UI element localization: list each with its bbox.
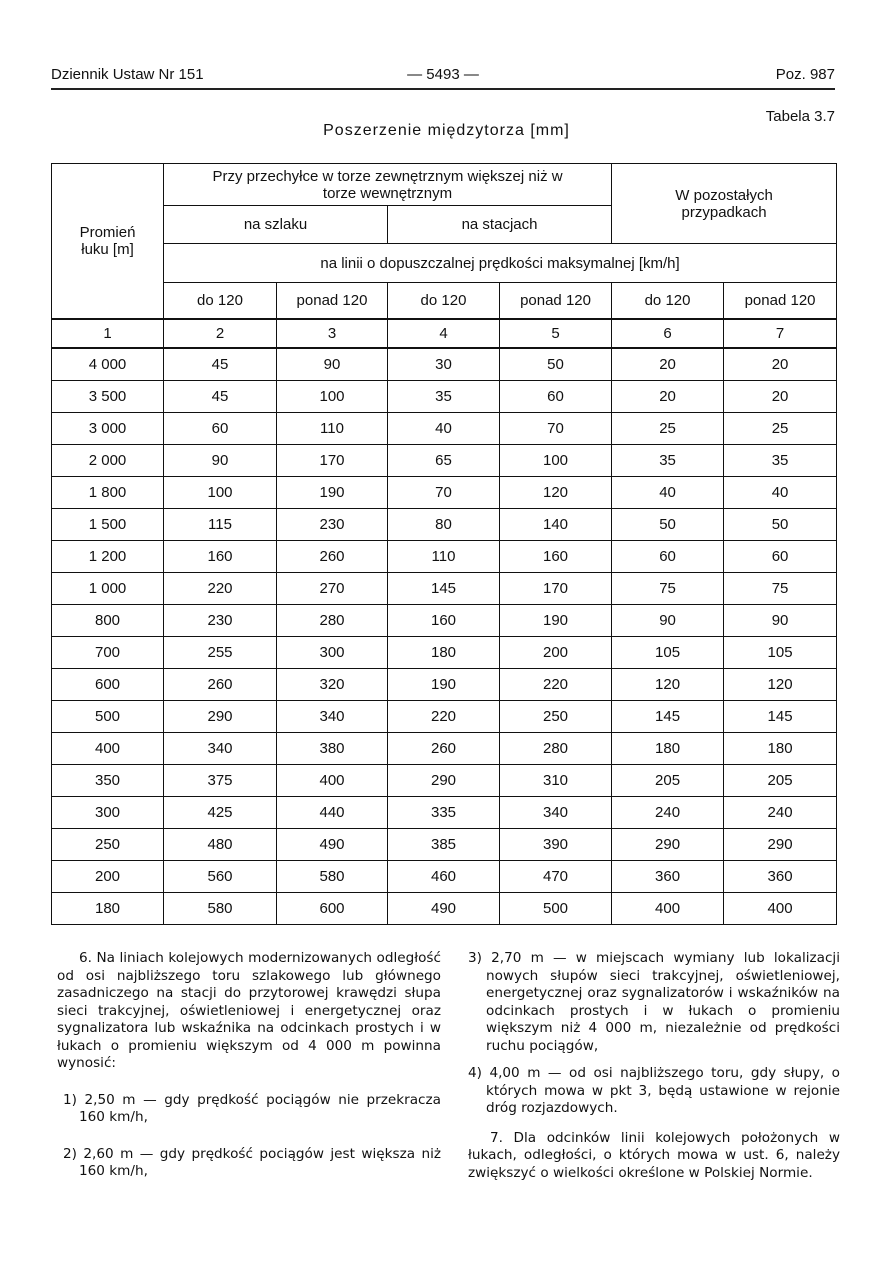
radius-cell: 700 [52,637,164,669]
list-item-2: 2) 2,60 m — gdy prędkość pociągów jest większa niż 160 km/h, [63,1145,441,1179]
table-row [52,348,837,381]
value-cell: 145 [612,701,724,733]
value-cell: 35 [388,381,500,413]
table-row [52,765,837,797]
value-cell: 290 [388,765,500,797]
value-cell: 290 [164,701,277,733]
col-number: 3 [277,319,388,348]
table-row [52,605,837,637]
value-cell: 340 [500,797,612,829]
header-radius: Promień łuku [m] [52,164,164,320]
col-number: 5 [500,319,612,348]
value-cell: 100 [500,445,612,477]
value-cell: 320 [277,669,388,701]
speed-col-5: ponad 120 [500,283,612,320]
value-cell: 580 [277,861,388,893]
list-item-3: 3) 2,70 m — w miejscach wymiany lub lokalizacji nowych słupów sieci trakcyjnej, oświetleniowej, energetycznej oraz sygnalizatorów i wskaźników na odcinkach prostych i w łukach o promieniu większym niż 4 000 m, niezależnie od prędkości ruchu pociągów, [468,950,840,1054]
value-cell: 105 [724,637,837,669]
value-cell: 280 [500,733,612,765]
radius-cell: 4 000 [52,348,164,381]
radius-cell: 350 [52,765,164,797]
table-row [52,733,837,765]
value-cell: 260 [277,541,388,573]
value-cell: 65 [388,445,500,477]
col-number: 4 [388,319,500,348]
value-cell: 170 [500,573,612,605]
value-cell: 180 [612,733,724,765]
value-cell: 390 [500,829,612,861]
header-cant-group: Przy przechyłce w torze zewnętrznym większej niż w torze wewnętrznym [164,164,612,206]
table-row [52,477,837,509]
value-cell: 100 [277,381,388,413]
value-cell: 70 [500,413,612,445]
table-row [52,509,837,541]
speed-col-7: ponad 120 [724,283,837,320]
value-cell: 100 [164,477,277,509]
col-number: 2 [164,319,277,348]
value-cell: 20 [612,348,724,381]
value-cell: 20 [724,381,837,413]
table-row [52,829,837,861]
radius-cell: 500 [52,701,164,733]
col-number: 6 [612,319,724,348]
radius-cell: 1 000 [52,573,164,605]
value-cell: 250 [500,701,612,733]
value-cell: 230 [277,509,388,541]
value-cell: 375 [164,765,277,797]
value-cell: 180 [388,637,500,669]
value-cell: 385 [388,829,500,861]
speed-col-4: do 120 [388,283,500,320]
value-cell: 460 [388,861,500,893]
value-cell: 160 [388,605,500,637]
value-cell: 290 [724,829,837,861]
radius-cell: 1 200 [52,541,164,573]
page-number: — 5493 — [407,66,479,83]
table-row [52,541,837,573]
value-cell: 470 [500,861,612,893]
paragraph-7: 7. Dla odcinków linii kolejowych położonych w łukach, odległości, o których mowa w ust. 6, należy zwiększyć o wielkości określone w Polskiej Normie. [468,1129,840,1181]
header-divider [51,88,835,90]
value-cell: 400 [612,893,724,925]
value-cell: 260 [164,669,277,701]
table-row [52,861,837,893]
value-cell: 60 [164,413,277,445]
radius-cell: 600 [52,669,164,701]
col-number: 1 [52,319,164,348]
value-cell: 240 [724,797,837,829]
value-cell: 200 [500,637,612,669]
value-cell: 205 [612,765,724,797]
header-other-cases: W pozostałych przypadkach [612,164,837,244]
track-spacing-table [51,163,837,925]
value-cell: 90 [277,348,388,381]
value-cell: 490 [388,893,500,925]
radius-cell: 200 [52,861,164,893]
value-cell: 400 [724,893,837,925]
value-cell: 255 [164,637,277,669]
radius-cell: 400 [52,733,164,765]
value-cell: 140 [500,509,612,541]
value-cell: 205 [724,765,837,797]
value-cell: 25 [724,413,837,445]
radius-cell: 3 500 [52,381,164,413]
value-cell: 90 [612,605,724,637]
value-cell: 220 [164,573,277,605]
value-cell: 425 [164,797,277,829]
value-cell: 190 [500,605,612,637]
table-row [52,573,837,605]
value-cell: 600 [277,893,388,925]
value-cell: 260 [388,733,500,765]
value-cell: 50 [724,509,837,541]
value-cell: 145 [388,573,500,605]
radius-cell: 180 [52,893,164,925]
value-cell: 120 [500,477,612,509]
header-speed: na linii o dopuszczalnej prędkości maksymalnej [km/h] [164,244,837,283]
table-row [52,701,837,733]
page-header [51,66,835,86]
value-cell: 440 [277,797,388,829]
value-cell: 580 [164,893,277,925]
value-cell: 25 [612,413,724,445]
value-cell: 40 [612,477,724,509]
value-cell: 360 [612,861,724,893]
value-cell: 80 [388,509,500,541]
value-cell: 115 [164,509,277,541]
column-number-row [52,319,837,348]
value-cell: 50 [612,509,724,541]
table-row [52,669,837,701]
value-cell: 30 [388,348,500,381]
value-cell: 105 [612,637,724,669]
value-cell: 300 [277,637,388,669]
value-cell: 40 [724,477,837,509]
table-row [52,445,837,477]
radius-cell: 300 [52,797,164,829]
value-cell: 120 [724,669,837,701]
value-cell: 20 [724,348,837,381]
value-cell: 190 [277,477,388,509]
right-column [468,950,840,1182]
speed-col-6: do 120 [612,283,724,320]
value-cell: 145 [724,701,837,733]
value-cell: 220 [388,701,500,733]
list-item-4: 4) 4,00 m — od osi najbliższego toru, gdy słupy, o których mowa w pkt 3, będą ustawione w rejonie dróg rozjazdowych. [468,1065,840,1116]
value-cell: 480 [164,829,277,861]
value-cell: 490 [277,829,388,861]
value-cell: 400 [277,765,388,797]
radius-cell: 3 000 [52,413,164,445]
radius-cell: 2 000 [52,445,164,477]
value-cell: 120 [612,669,724,701]
value-cell: 50 [500,348,612,381]
value-cell: 60 [612,541,724,573]
value-cell: 75 [724,573,837,605]
value-cell: 310 [500,765,612,797]
journal-title: Dziennik Ustaw Nr 151 [51,66,204,83]
table-label: Tabela 3.7 [765,108,835,125]
speed-col-2: do 120 [164,283,277,320]
value-cell: 380 [277,733,388,765]
radius-cell: 1 800 [52,477,164,509]
value-cell: 290 [612,829,724,861]
value-cell: 190 [388,669,500,701]
value-cell: 110 [277,413,388,445]
value-cell: 60 [500,381,612,413]
value-cell: 40 [388,413,500,445]
header-at-stations: na stacjach [388,206,612,244]
value-cell: 60 [724,541,837,573]
value-cell: 270 [277,573,388,605]
table-row [52,413,837,445]
value-cell: 220 [500,669,612,701]
value-cell: 110 [388,541,500,573]
value-cell: 240 [612,797,724,829]
left-column [57,950,441,1181]
table-row [52,893,837,925]
list-item-1: 1) 2,50 m — gdy prędkość pociągów nie przekracza 160 km/h, [63,1091,441,1125]
value-cell: 280 [277,605,388,637]
value-cell: 340 [277,701,388,733]
header-on-route: na szlaku [164,206,388,244]
col-number: 7 [724,319,837,348]
value-cell: 160 [164,541,277,573]
value-cell: 20 [612,381,724,413]
table-row [52,637,837,669]
radius-cell: 1 500 [52,509,164,541]
value-cell: 160 [500,541,612,573]
value-cell: 45 [164,381,277,413]
value-cell: 500 [500,893,612,925]
value-cell: 170 [277,445,388,477]
speed-col-3: ponad 120 [277,283,388,320]
value-cell: 340 [164,733,277,765]
table-row [52,381,837,413]
value-cell: 230 [164,605,277,637]
value-cell: 35 [724,445,837,477]
value-cell: 90 [164,445,277,477]
value-cell: 45 [164,348,277,381]
value-cell: 180 [724,733,837,765]
radius-cell: 250 [52,829,164,861]
table-title: Poszerzenie międzytorza [mm] [323,122,570,139]
paragraph-6: 6. Na liniach kolejowych modernizowanych odległość od osi najbliższego toru szlakowego lub głównego zasadniczego na stacji do przytorowej krawędzi słupa sieci trakcyjnej, oświetleniowej i energetycznej oraz sygnalizatora lub wskaźnika na odcinkach prostych i w łukach o promieniu większym od 4 000 m powinna wynosić: [57,950,441,1071]
value-cell: 360 [724,861,837,893]
position-number: Poz. 987 [775,66,835,83]
radius-cell: 800 [52,605,164,637]
value-cell: 75 [612,573,724,605]
value-cell: 70 [388,477,500,509]
value-cell: 335 [388,797,500,829]
table-row [52,797,837,829]
value-cell: 35 [612,445,724,477]
value-cell: 560 [164,861,277,893]
value-cell: 90 [724,605,837,637]
